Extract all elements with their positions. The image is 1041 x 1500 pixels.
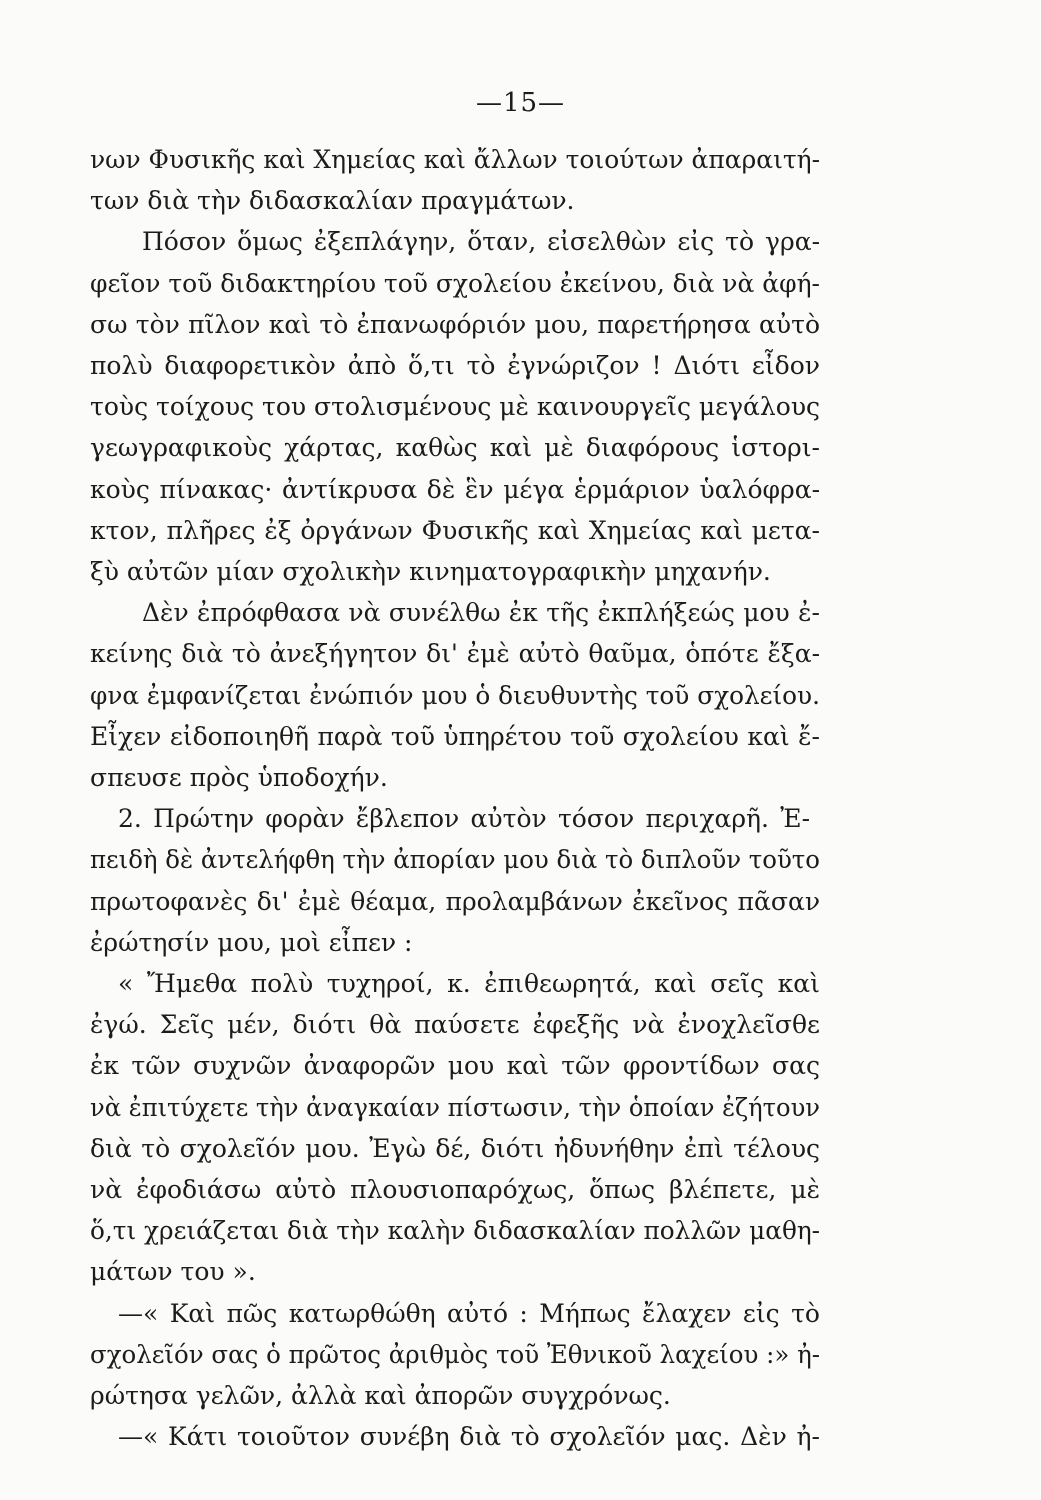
text-line: φνα ἐμφανίζεται ἐνώπιόν μου ὁ διευθυντὴς τοῦ σχολείου. [90, 680, 820, 710]
text-line: τοὺς τοίχους του στολισμένους μὲ καινουργεῖς μεγάλους [90, 392, 821, 422]
text-line: σω τὸν πῖλον καὶ τὸ ἐπανωφόριόν μου, παρετήρησα αὐτὸ [90, 309, 820, 339]
text-line: Δὲν ἐπρόφθασα νὰ συνέλθω ἐκ τῆς ἐκπλήξεώς μου ἐ- [142, 598, 820, 628]
text-line: φεῖον τοῦ διδακτηρίου τοῦ σχολείου ἐκείνου, διὰ νὰ ἀφή- [90, 268, 820, 298]
page-number: —15— [475, 88, 566, 118]
text-line: σχολεῖόν σας ὁ πρῶτος ἀριθμὸς τοῦ Ἐθνικοῦ λαχείου :» ἠ- [90, 1339, 821, 1369]
text-line: πειδὴ δὲ ἀντελήφθη τὴν ἀπορίαν μου διὰ τὸ διπλοῦν τοῦτο [90, 845, 821, 875]
text-line: ρώτησα γελῶν, ἀλλὰ καὶ ἀπορῶν συγχρόνως. [90, 1381, 671, 1410]
text-line: ἐκ τῶν συχνῶν ἀναφορῶν μου καὶ τῶν φροντίδων σας [90, 1051, 820, 1081]
text-line: ξὺ αὐτῶν μίαν σχολικὴν κινηματογραφικὴν μηχανήν. [90, 557, 771, 586]
text-line: κτον, πλῆρες ἐξ ὀργάνων Φυσικῆς καὶ Χημείας καὶ μετα- [90, 515, 820, 545]
text-line: πρωτοφανὲς δι' ἐμὲ θέαμα, προλαμβάνων ἐκεῖνος πᾶσαν [90, 886, 821, 916]
text-line: σπευσε πρὸς ὑποδοχήν. [90, 763, 388, 792]
text-line: των διὰ τὴν διδασκαλίαν πραγμάτων. [90, 186, 575, 216]
text-line: νὰ ἐφοδιάσω αὐτὸ πλουσιοπαρόχως, ὅπως βλέπετε, μὲ [90, 1175, 821, 1204]
text-line: μάτων του ». [90, 1257, 256, 1287]
text-line: Εἶχεν εἰδοποιηθῆ παρὰ τοῦ ὑπηρέτου τοῦ σχολείου καὶ ἔ- [90, 721, 820, 751]
text-line: πολὺ διαφορετικὸν ἀπὸ ὅ,τι τὸ ἐγνώριζον ! Διότι εἶδον [90, 351, 820, 380]
text-line: ἐρώτησίν μου, μοὶ εἶπεν : [90, 927, 413, 957]
text-line: κείνης διὰ τὸ ἀνεξήγητον δι' ἐμὲ αὐτὸ θαῦμα, ὁπότε ἔξα- [90, 639, 821, 669]
text-line: Πόσον ὅμως ἐξεπλάγην, ὅταν, εἰσελθὼν εἰς τὸ γρα- [142, 227, 821, 257]
text-line: διὰ τὸ σχολεῖόν μου. Ἐγὼ δέ, διότι ἠδυνήθην ἐπὶ τέλους [90, 1133, 821, 1163]
text-line: 2. Πρώτην φορὰν ἔβλεπον αὐτὸν τόσον περιχαρῆ. Ἐ- [118, 804, 811, 834]
text-line: νὰ ἐπιτύχετε τὴν ἀναγκαίαν πίστωσιν, τὴν ὁποίαν ἐζήτουν [90, 1092, 820, 1122]
text-line: ἐγώ. Σεῖς μέν, διότι θὰ παύσετε ἐφεξῆς νὰ ἐνοχλεῖσθε [90, 1010, 820, 1040]
text-line: κοὺς πίνακας· ἀντίκρυσα δὲ ἓν μέγα ἑρμάριον ὑαλόφρα- [90, 474, 821, 504]
text-line: —« Κάτι τοιοῦτον συνέβη διὰ τὸ σχολεῖόν μας. Δὲν ἠ- [118, 1422, 820, 1452]
text-line: ὅ,τι χρειάζεται διὰ τὴν καλὴν διδασκαλίαν πολλῶν μαθη- [90, 1216, 821, 1246]
text-line: νων Φυσικῆς καὶ Χημείας καὶ ἄλλων τοιούτων ἀπαραιτή- [90, 145, 821, 174]
text-line: —« Καὶ πῶς κατωρθώθη αὐτό : Μήπως ἔλαχεν εἰς τὸ [118, 1298, 820, 1328]
text-line: « Ἤμεθα πολὺ τυχηροί, κ. ἐπιθεωρητά, καὶ σεῖς καὶ [118, 969, 820, 998]
text-line: γεωγραφικοὺς χάρτας, καθὼς καὶ μὲ διαφόρους ἱστορι- [90, 433, 820, 463]
